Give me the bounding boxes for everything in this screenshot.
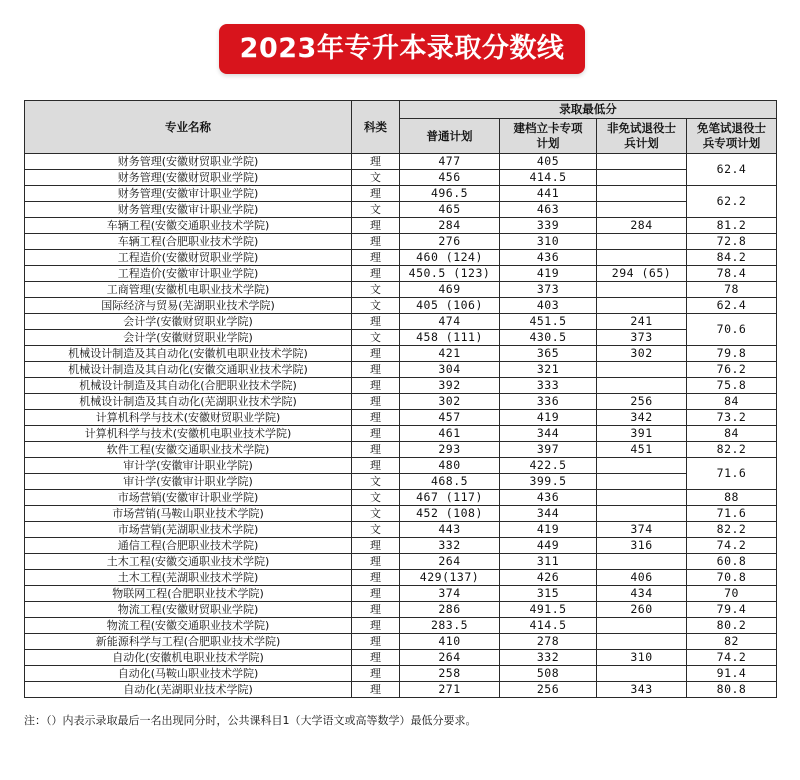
cell-card: 426: [500, 570, 597, 586]
cell-soldier: [597, 298, 687, 314]
cell-soldier: [597, 250, 687, 266]
cell-major: 自动化(安徽机电职业技术学院): [25, 650, 352, 666]
cell-type: 理: [352, 314, 400, 330]
cell-free: 72.8: [687, 234, 777, 250]
cell-type: 理: [352, 586, 400, 602]
cell-major: 物联网工程(合肥职业技术学院): [25, 586, 352, 602]
cell-card: 508: [500, 666, 597, 682]
cell-type: 文: [352, 202, 400, 218]
cell-card: 397: [500, 442, 597, 458]
cell-card: 491.5: [500, 602, 597, 618]
cell-type: 理: [352, 650, 400, 666]
cell-card: 332: [500, 650, 597, 666]
cell-major: 自动化(芜湖职业技术学院): [25, 682, 352, 698]
cell-type: 文: [352, 298, 400, 314]
cell-card: 344: [500, 426, 597, 442]
cell-free: 78.4: [687, 266, 777, 282]
score-table: [24, 100, 777, 698]
cell-free: 74.2: [687, 650, 777, 666]
cell-type: 理: [352, 250, 400, 266]
cell-free: 80.2: [687, 618, 777, 634]
cell-major: 物流工程(安徽交通职业技术学院): [25, 618, 352, 634]
cell-type: 理: [352, 394, 400, 410]
table-row: [25, 266, 777, 282]
table-row: [25, 490, 777, 506]
table-row: [25, 410, 777, 426]
cell-free: 82.2: [687, 442, 777, 458]
cell-major: 国际经济与贸易(芜湖职业技术学院): [25, 298, 352, 314]
cell-type: 文: [352, 522, 400, 538]
cell-soldier: [597, 282, 687, 298]
cell-soldier: 434: [597, 586, 687, 602]
cell-major: 工商管理(安徽机电职业技术学院): [25, 282, 352, 298]
cell-plan: 474: [400, 314, 500, 330]
cell-card: 321: [500, 362, 597, 378]
cell-plan: 405 (106): [400, 298, 500, 314]
cell-major: 车辆工程(合肥职业技术学院): [25, 234, 352, 250]
cell-soldier: [597, 154, 687, 170]
cell-plan: 465: [400, 202, 500, 218]
table-row: [25, 634, 777, 650]
cell-plan: 460 (124): [400, 250, 500, 266]
cell-soldier: [597, 618, 687, 634]
cell-major: 软件工程(安徽交通职业技术学院): [25, 442, 352, 458]
cell-card: 311: [500, 554, 597, 570]
cell-free: 73.2: [687, 410, 777, 426]
table-row: [25, 186, 777, 202]
cell-card: 419: [500, 410, 597, 426]
cell-plan: 302: [400, 394, 500, 410]
cell-soldier: [597, 362, 687, 378]
page-title: 2023年专升本录取分数线: [219, 24, 585, 74]
cell-soldier: 406: [597, 570, 687, 586]
cell-card: 463: [500, 202, 597, 218]
cell-plan: 284: [400, 218, 500, 234]
cell-major: 财务管理(安徽审计职业学院): [25, 186, 352, 202]
cell-type: 理: [352, 426, 400, 442]
cell-card: 449: [500, 538, 597, 554]
cell-type: 文: [352, 474, 400, 490]
cell-plan: 283.5: [400, 618, 500, 634]
table-row: [25, 474, 777, 490]
cell-free: 84: [687, 394, 777, 410]
cell-major: 物流工程(安徽财贸职业学院): [25, 602, 352, 618]
cell-soldier: [597, 458, 687, 474]
cell-plan: 457: [400, 410, 500, 426]
cell-type: 理: [352, 618, 400, 634]
table-row: [25, 330, 777, 346]
cell-soldier: [597, 474, 687, 490]
cell-free: 70: [687, 586, 777, 602]
cell-major: 土木工程(安徽交通职业技术学院): [25, 554, 352, 570]
cell-type: 理: [352, 538, 400, 554]
score-table-container: [24, 100, 776, 698]
cell-plan: 468.5: [400, 474, 500, 490]
footnote: 注：（）内表示录取最后一名出现同分时，公共课科目1（大学语文或高等数学）最低分要求。: [24, 714, 477, 727]
cell-major: 会计学(安徽财贸职业学院): [25, 314, 352, 330]
table-row: [25, 234, 777, 250]
cell-free: 62.4: [687, 154, 777, 186]
cell-type: 理: [352, 570, 400, 586]
cell-soldier: 302: [597, 346, 687, 362]
cell-major: 通信工程(合肥职业技术学院): [25, 538, 352, 554]
table-row: [25, 314, 777, 330]
table-row: [25, 586, 777, 602]
cell-soldier: 343: [597, 682, 687, 698]
header-card: 建档立卡专项 计划: [500, 119, 597, 154]
cell-type: 理: [352, 410, 400, 426]
cell-card: 256: [500, 682, 597, 698]
cell-plan: 443: [400, 522, 500, 538]
header-free: 免笔试退役士 兵专项计划: [687, 119, 777, 154]
cell-card: 419: [500, 522, 597, 538]
cell-free: 84.2: [687, 250, 777, 266]
cell-plan: 258: [400, 666, 500, 682]
cell-soldier: 374: [597, 522, 687, 538]
cell-soldier: 256: [597, 394, 687, 410]
cell-free: 88: [687, 490, 777, 506]
cell-free: 79.4: [687, 602, 777, 618]
cell-soldier: [597, 378, 687, 394]
cell-major: 工程造价(安徽财贸职业学院): [25, 250, 352, 266]
cell-plan: 410: [400, 634, 500, 650]
cell-type: 理: [352, 362, 400, 378]
cell-type: 理: [352, 666, 400, 682]
cell-type: 理: [352, 154, 400, 170]
table-row: [25, 378, 777, 394]
header-major: 专业名称: [25, 101, 352, 154]
cell-card: 333: [500, 378, 597, 394]
cell-plan: 374: [400, 586, 500, 602]
cell-soldier: [597, 186, 687, 202]
table-row: [25, 570, 777, 586]
cell-type: 文: [352, 282, 400, 298]
cell-type: 理: [352, 218, 400, 234]
cell-soldier: 373: [597, 330, 687, 346]
table-row: [25, 298, 777, 314]
cell-plan: 293: [400, 442, 500, 458]
cell-major: 机械设计制造及其自动化(芜湖职业技术学院): [25, 394, 352, 410]
table-row: [25, 666, 777, 682]
table-row: [25, 154, 777, 170]
cell-type: 理: [352, 378, 400, 394]
cell-free: 60.8: [687, 554, 777, 570]
cell-type: 理: [352, 186, 400, 202]
cell-type: 理: [352, 554, 400, 570]
cell-major: 市场营销(马鞍山职业技术学院): [25, 506, 352, 522]
cell-free: 70.6: [687, 314, 777, 346]
cell-card: 399.5: [500, 474, 597, 490]
cell-free: 71.6: [687, 458, 777, 490]
cell-type: 理: [352, 634, 400, 650]
cell-soldier: 391: [597, 426, 687, 442]
cell-plan: 456: [400, 170, 500, 186]
cell-free: 74.2: [687, 538, 777, 554]
cell-free: 84: [687, 426, 777, 442]
cell-major: 土木工程(芜湖职业技术学院): [25, 570, 352, 586]
cell-free: 82.2: [687, 522, 777, 538]
cell-soldier: [597, 234, 687, 250]
cell-plan: 480: [400, 458, 500, 474]
cell-card: 451.5: [500, 314, 597, 330]
cell-major: 市场营销(芜湖职业技术学院): [25, 522, 352, 538]
cell-card: 414.5: [500, 618, 597, 634]
cell-card: 373: [500, 282, 597, 298]
cell-type: 文: [352, 330, 400, 346]
table-row: [25, 682, 777, 698]
cell-card: 365: [500, 346, 597, 362]
cell-major: 审计学(安徽审计职业学院): [25, 474, 352, 490]
cell-soldier: 451: [597, 442, 687, 458]
table-row: [25, 394, 777, 410]
cell-plan: 458 (111): [400, 330, 500, 346]
cell-card: 344: [500, 506, 597, 522]
cell-major: 审计学(安徽审计职业学院): [25, 458, 352, 474]
cell-plan: 304: [400, 362, 500, 378]
cell-major: 财务管理(安徽财贸职业学院): [25, 170, 352, 186]
table-row: [25, 554, 777, 570]
cell-card: 315: [500, 586, 597, 602]
cell-plan: 276: [400, 234, 500, 250]
cell-plan: 421: [400, 346, 500, 362]
cell-plan: 467 (117): [400, 490, 500, 506]
cell-plan: 392: [400, 378, 500, 394]
cell-major: 机械设计制造及其自动化(安徽交通职业技术学院): [25, 362, 352, 378]
cell-major: 财务管理(安徽审计职业学院): [25, 202, 352, 218]
cell-plan: 286: [400, 602, 500, 618]
cell-soldier: 294 (65): [597, 266, 687, 282]
cell-plan: 429(137): [400, 570, 500, 586]
table-row: [25, 618, 777, 634]
header-soldier: 非免试退役士 兵计划: [597, 119, 687, 154]
cell-free: 70.8: [687, 570, 777, 586]
header-type: 科类: [352, 101, 400, 154]
header-plan: 普通计划: [400, 119, 500, 154]
cell-soldier: [597, 170, 687, 186]
table-row: [25, 426, 777, 442]
cell-free: 79.8: [687, 346, 777, 362]
cell-plan: 450.5 (123): [400, 266, 500, 282]
cell-major: 市场营销(安徽审计职业学院): [25, 490, 352, 506]
cell-card: 419: [500, 266, 597, 282]
table-row: [25, 218, 777, 234]
cell-type: 理: [352, 234, 400, 250]
cell-plan: 461: [400, 426, 500, 442]
cell-type: 文: [352, 170, 400, 186]
cell-type: 理: [352, 442, 400, 458]
table-row: [25, 202, 777, 218]
cell-major: 车辆工程(安徽交通职业技术学院): [25, 218, 352, 234]
cell-soldier: 284: [597, 218, 687, 234]
cell-free: 78: [687, 282, 777, 298]
cell-card: 436: [500, 490, 597, 506]
table-row: [25, 170, 777, 186]
cell-plan: 271: [400, 682, 500, 698]
table-row: [25, 282, 777, 298]
cell-free: 75.8: [687, 378, 777, 394]
cell-type: 文: [352, 490, 400, 506]
cell-free: 62.4: [687, 298, 777, 314]
cell-soldier: [597, 554, 687, 570]
cell-soldier: [597, 202, 687, 218]
cell-card: 414.5: [500, 170, 597, 186]
cell-free: 81.2: [687, 218, 777, 234]
cell-card: 278: [500, 634, 597, 650]
cell-free: 62.2: [687, 186, 777, 218]
cell-major: 计算机科学与技术(安徽财贸职业学院): [25, 410, 352, 426]
cell-plan: 264: [400, 650, 500, 666]
cell-soldier: [597, 490, 687, 506]
cell-card: 441: [500, 186, 597, 202]
table-row: [25, 362, 777, 378]
cell-soldier: [597, 666, 687, 682]
table-row: [25, 458, 777, 474]
cell-major: 会计学(安徽财贸职业学院): [25, 330, 352, 346]
table-row: [25, 650, 777, 666]
cell-major: 新能源科学与工程(合肥职业技术学院): [25, 634, 352, 650]
cell-plan: 332: [400, 538, 500, 554]
cell-major: 财务管理(安徽财贸职业学院): [25, 154, 352, 170]
cell-soldier: [597, 634, 687, 650]
table-row: [25, 506, 777, 522]
cell-card: 336: [500, 394, 597, 410]
cell-type: 理: [352, 602, 400, 618]
cell-type: 理: [352, 458, 400, 474]
cell-plan: 477: [400, 154, 500, 170]
score-table-body: [25, 154, 777, 698]
cell-free: 82: [687, 634, 777, 650]
table-row: [25, 346, 777, 362]
cell-major: 工程造价(安徽审计职业学院): [25, 266, 352, 282]
table-row: [25, 538, 777, 554]
cell-free: 91.4: [687, 666, 777, 682]
cell-major: 自动化(马鞍山职业技术学院): [25, 666, 352, 682]
cell-card: 403: [500, 298, 597, 314]
cell-major: 机械设计制造及其自动化(合肥职业技术学院): [25, 378, 352, 394]
cell-soldier: 241: [597, 314, 687, 330]
table-row: [25, 602, 777, 618]
table-row: [25, 442, 777, 458]
cell-soldier: 310: [597, 650, 687, 666]
cell-card: 339: [500, 218, 597, 234]
cell-soldier: 260: [597, 602, 687, 618]
table-row: [25, 250, 777, 266]
table-row: [25, 522, 777, 538]
cell-type: 文: [352, 506, 400, 522]
cell-plan: 452 (108): [400, 506, 500, 522]
cell-card: 310: [500, 234, 597, 250]
cell-soldier: 342: [597, 410, 687, 426]
cell-plan: 496.5: [400, 186, 500, 202]
cell-type: 理: [352, 682, 400, 698]
cell-soldier: 316: [597, 538, 687, 554]
cell-free: 71.6: [687, 506, 777, 522]
cell-free: 80.8: [687, 682, 777, 698]
cell-card: 422.5: [500, 458, 597, 474]
cell-soldier: [597, 506, 687, 522]
cell-card: 436: [500, 250, 597, 266]
cell-major: 计算机科学与技术(安徽机电职业技术学院): [25, 426, 352, 442]
cell-major: 机械设计制造及其自动化(安徽机电职业技术学院): [25, 346, 352, 362]
cell-type: 理: [352, 346, 400, 362]
cell-card: 430.5: [500, 330, 597, 346]
cell-free: 76.2: [687, 362, 777, 378]
cell-plan: 264: [400, 554, 500, 570]
header-group: 录取最低分: [400, 101, 777, 119]
cell-type: 理: [352, 266, 400, 282]
cell-plan: 469: [400, 282, 500, 298]
cell-card: 405: [500, 154, 597, 170]
